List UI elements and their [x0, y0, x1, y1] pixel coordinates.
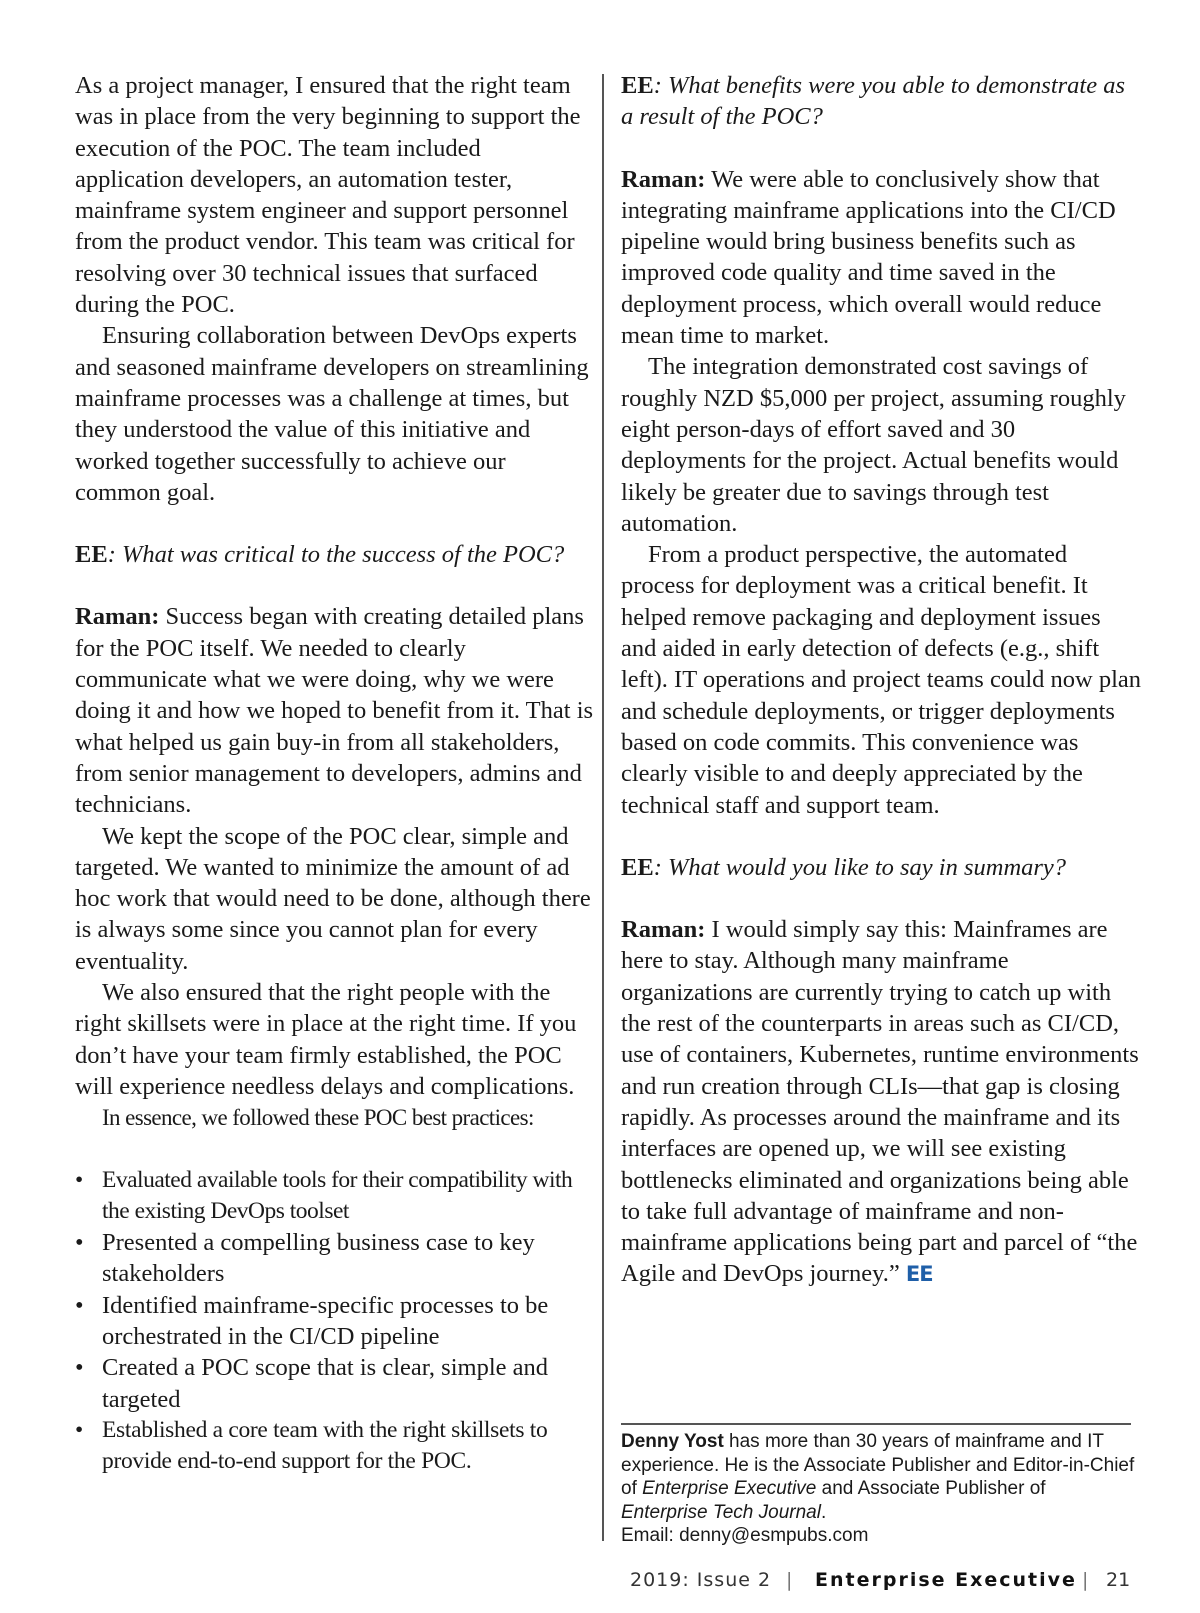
question-label: EE — [621, 853, 654, 881]
best-practices-list — [75, 1165, 595, 1478]
paragraph: The integration demonstrated cost savings of roughly NZD $5,000 per project, assuming roughly eight person-days of effort saved and 30 deployments for the project. Actual benefits would likely be greater due to savings through test automation. — [621, 353, 1126, 537]
author-email: Email: denny@esmpubs.com — [621, 1525, 869, 1546]
list-item: • Evaluated available tools for their compatibility with the existing DevOps toolset — [75, 1165, 595, 1228]
list-item: • Created a POC scope that is clear, simple and targeted — [75, 1352, 595, 1415]
magazine-name: Enterprise Executive — [815, 1569, 1077, 1591]
answer-success: Raman: Success began with creating detailed plans for the POC itself. We needed to clearly communicate what we were doing, why we were doing it and how we hoped to benefit from it. That is what helped us gain buy-in from all stakeholders, from senior management to developers, admins and technicians. — [75, 603, 594, 819]
question-critical-success: EE: What was critical to the success of the POC? — [75, 541, 565, 569]
question-label: EE — [621, 72, 654, 99]
end-mark: EE — [905, 1262, 933, 1287]
footer-separator: | — [786, 1569, 793, 1591]
paragraph: Ensuring collaboration between DevOps experts and seasoned mainframe developers on streamlining mainframe processes was a challenge at times, but they understood the value of this initiative and worked together successfully to achieve our common goal. — [75, 322, 589, 506]
page-number: 21 — [1106, 1569, 1131, 1591]
author-name: Denny Yost — [621, 1431, 724, 1452]
question-label: EE — [75, 541, 108, 569]
paragraph: We kept the scope of the POC clear, simple and targeted. We wanted to minimize the amount of ad hoc work that would need to be done, although there is always some since you cannot plan for every eventuality. — [75, 822, 591, 975]
column-divider — [602, 74, 604, 1541]
speaker-label: Raman: — [621, 165, 706, 193]
paragraph: We also ensured that the right people with the right skillsets were in place at the right time. If you don’t have your team firmly established, the POC will experience needless delays and complications. — [75, 979, 577, 1100]
right-column — [621, 70, 1141, 1291]
left-column — [75, 70, 595, 1477]
issue-label: 2019: Issue 2 — [630, 1569, 772, 1591]
question-summary: EE: What would you like to say in summary? — [621, 853, 1067, 881]
publication-name: Enterprise Executive — [642, 1478, 817, 1499]
list-item: • Identified mainframe-specific processes to be orchestrated in the CI/CD pipeline — [75, 1290, 595, 1353]
speaker-label: Raman: — [621, 916, 706, 944]
question-benefits: EE: What benefits were you able to demonstrate as a result of the POC? — [621, 72, 1126, 131]
paragraph-best-practices-intro: In essence, we followed these POC best practices: — [102, 1105, 534, 1131]
answer-benefits: Raman: We were able to conclusively show that integrating mainframe applications into the CI/CD pipeline would bring business benefits such as improved code quality and time saved in the deployment process, which overall would reduce mean time to market. — [621, 165, 1116, 350]
publication-name: Enterprise Tech Journal — [621, 1501, 821, 1523]
paragraph: From a product perspective, the automated process for deployment was a critical benefit. It helped remove packaging and deployment issues and aided in early detection of defects (e.g., shift left). IT operations and project teams could now plan and schedule deployments, or trigger deployments based on code commits. This convenience was clearly visible to and deeply appreciated by the technical staff and support team. — [621, 541, 1142, 819]
author-bio: Denny Yost has more than 30 years of mainframe and IT experience. He is the Associate Publisher and Editor-in-Chief of Enterprise Executive and Associate Publisher of Enterprise Tech Journal. Email: denny@esmpubs.com — [621, 1431, 1135, 1546]
bio-divider — [621, 1423, 1131, 1425]
list-item: • Established a core team with the right skillsets to provide end-to-end support for the POC. — [75, 1415, 595, 1478]
speaker-label: Raman: — [75, 603, 160, 631]
answer-summary: Raman: I would simply say this: Mainframes are here to stay. Although many mainframe organizations are currently trying to catch up with the rest of the counterparts in areas such as CI/CD, use of containers, Kubernetes, runtime environments and run creation through CLIs—that gap is closing rapidly. As processes around the mainframe and its interfaces are opened up, we will see existing bottlenecks eliminated and organizations being able to take full advantage of mainframe and non-mainframe applications being part and parcel of “the Agile and DevOps journey.” EE — [621, 916, 1139, 1288]
list-item: • Presented a compelling business case to key stakeholders — [75, 1227, 595, 1290]
footer-separator: | — [1082, 1569, 1089, 1591]
page-footer — [630, 1569, 1130, 1599]
paragraph: As a project manager, I ensured that the right team was in place from the very beginning to support the execution of the POC. The team included application developers, an automation tester, mainframe system engineer and support personnel from the product vendor. This team was critical for resolving over 30 technical issues that surfaced during the POC. — [75, 72, 581, 319]
